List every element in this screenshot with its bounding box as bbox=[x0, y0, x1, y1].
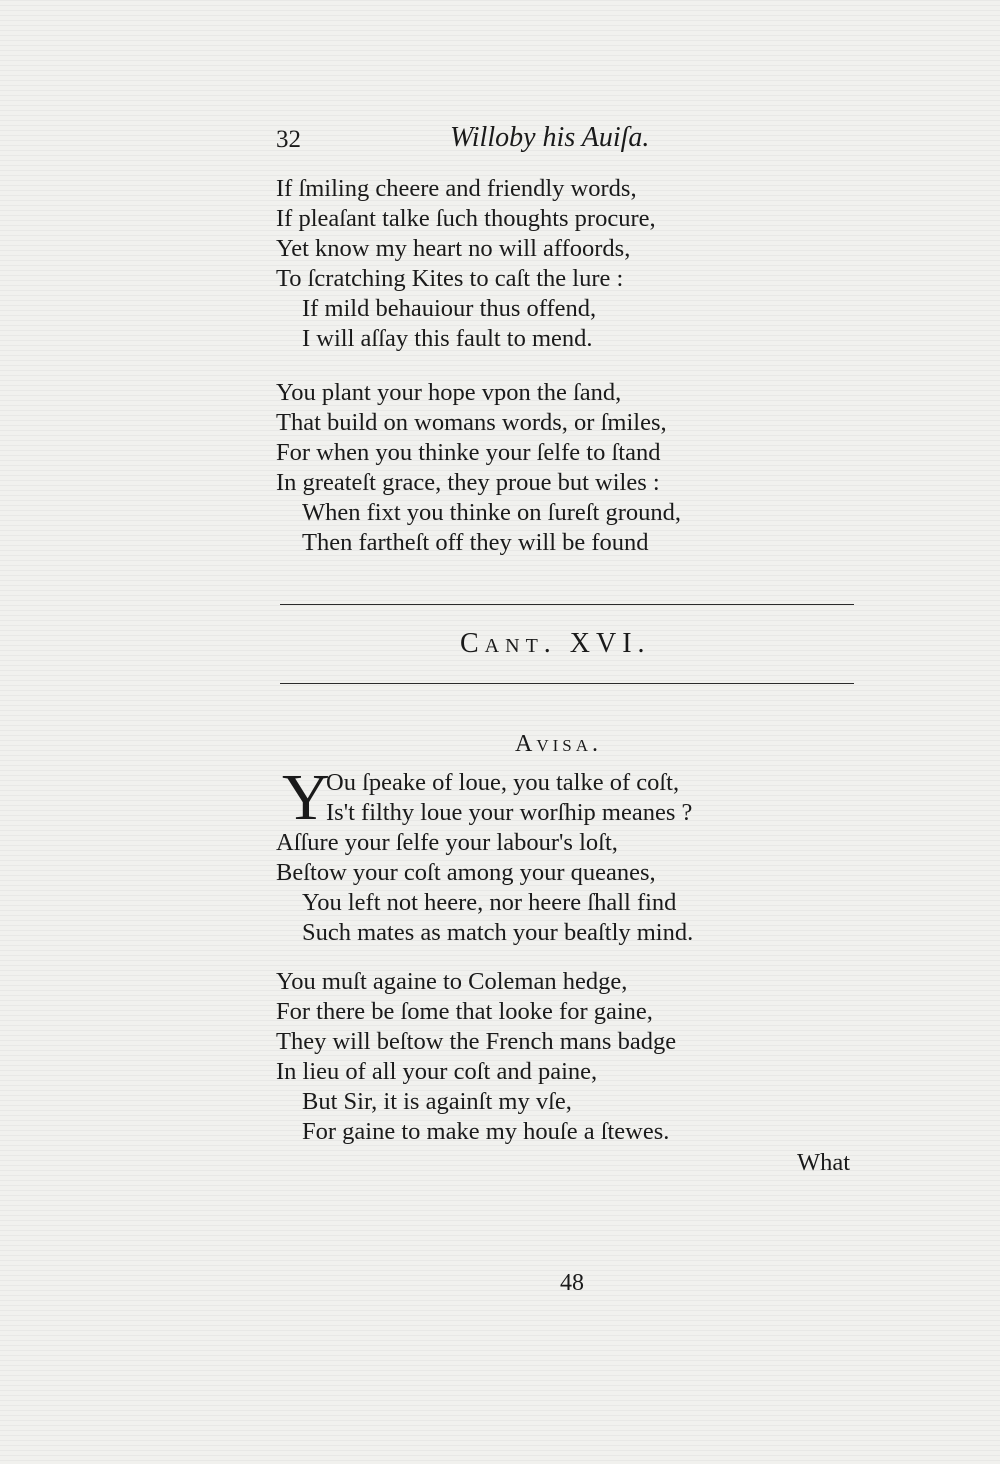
verse-line: Beſtow your coſt among your queanes, bbox=[276, 859, 656, 886]
verse-line: To ſcratching Kites to caſt the lure : bbox=[276, 265, 624, 292]
verse-line: Ou ſpeake of loue, you talke of coſt, bbox=[326, 769, 680, 796]
verse-line: Then fartheſt off they will be found bbox=[302, 529, 649, 556]
canto-heading: Cant. XVI. bbox=[460, 628, 651, 659]
verse-line: They will beſtow the French mans badge bbox=[276, 1028, 677, 1055]
verse-line: Such mates as match your beaſtly mind. bbox=[302, 919, 694, 946]
verse-line: You plant your hope vpon the ſand, bbox=[276, 379, 622, 406]
verse-line: But Sir, it is againſt my vſe, bbox=[302, 1088, 572, 1115]
verse-line: Aſſure your ſelfe your labour's loſt, bbox=[276, 829, 618, 856]
dropcap-block bbox=[276, 761, 836, 834]
page-number: 48 bbox=[560, 1270, 584, 1296]
verse-line: For when you thinke your ſelfe to ſtand bbox=[276, 439, 661, 466]
stanza-3 bbox=[276, 761, 836, 948]
verse-line: I will aſſay this fault to mend. bbox=[302, 325, 593, 352]
verse-line: When fixt you thinke on ſureſt ground, bbox=[302, 499, 681, 526]
verse-line: In lieu of all your coſt and paine, bbox=[276, 1058, 598, 1085]
verse-line: You left not heere, nor heere ſhall find bbox=[302, 889, 677, 916]
speaker-name: Avisa. bbox=[515, 731, 603, 757]
verse-line: If ſmiling cheere and friendly words, bbox=[276, 175, 637, 202]
running-title: Willoby his Auiſa. bbox=[450, 122, 650, 153]
stanza-4 bbox=[276, 967, 836, 1147]
stanza-2 bbox=[276, 378, 836, 558]
verse-line: For there be ſome that looke for gaine, bbox=[276, 998, 653, 1025]
verse-line: Is't filthy loue your worſhip meanes ? bbox=[326, 799, 693, 826]
verse-line: If mild behauiour thus offend, bbox=[302, 295, 597, 322]
verse-line: For gaine to make my houſe a ſtewes. bbox=[302, 1118, 670, 1145]
divider-rule-bottom bbox=[280, 683, 854, 684]
running-head bbox=[276, 120, 696, 160]
divider-rule-top bbox=[280, 604, 854, 605]
verse-line: In greateſt grace, they proue but wiles : bbox=[276, 469, 660, 496]
verse-line: If pleaſant talke ſuch thoughts procure, bbox=[276, 205, 656, 232]
catchword: What bbox=[797, 1149, 851, 1176]
verse-line: You muſt againe to Coleman hedge, bbox=[276, 968, 628, 995]
dropcap-letter: Y bbox=[282, 761, 330, 834]
verse-line: Yet know my heart no will affoords, bbox=[276, 235, 631, 262]
verse-line: That build on womans words, or ſmiles, bbox=[276, 409, 667, 436]
folio-number: 32 bbox=[276, 126, 301, 153]
stanza-1 bbox=[276, 174, 836, 354]
